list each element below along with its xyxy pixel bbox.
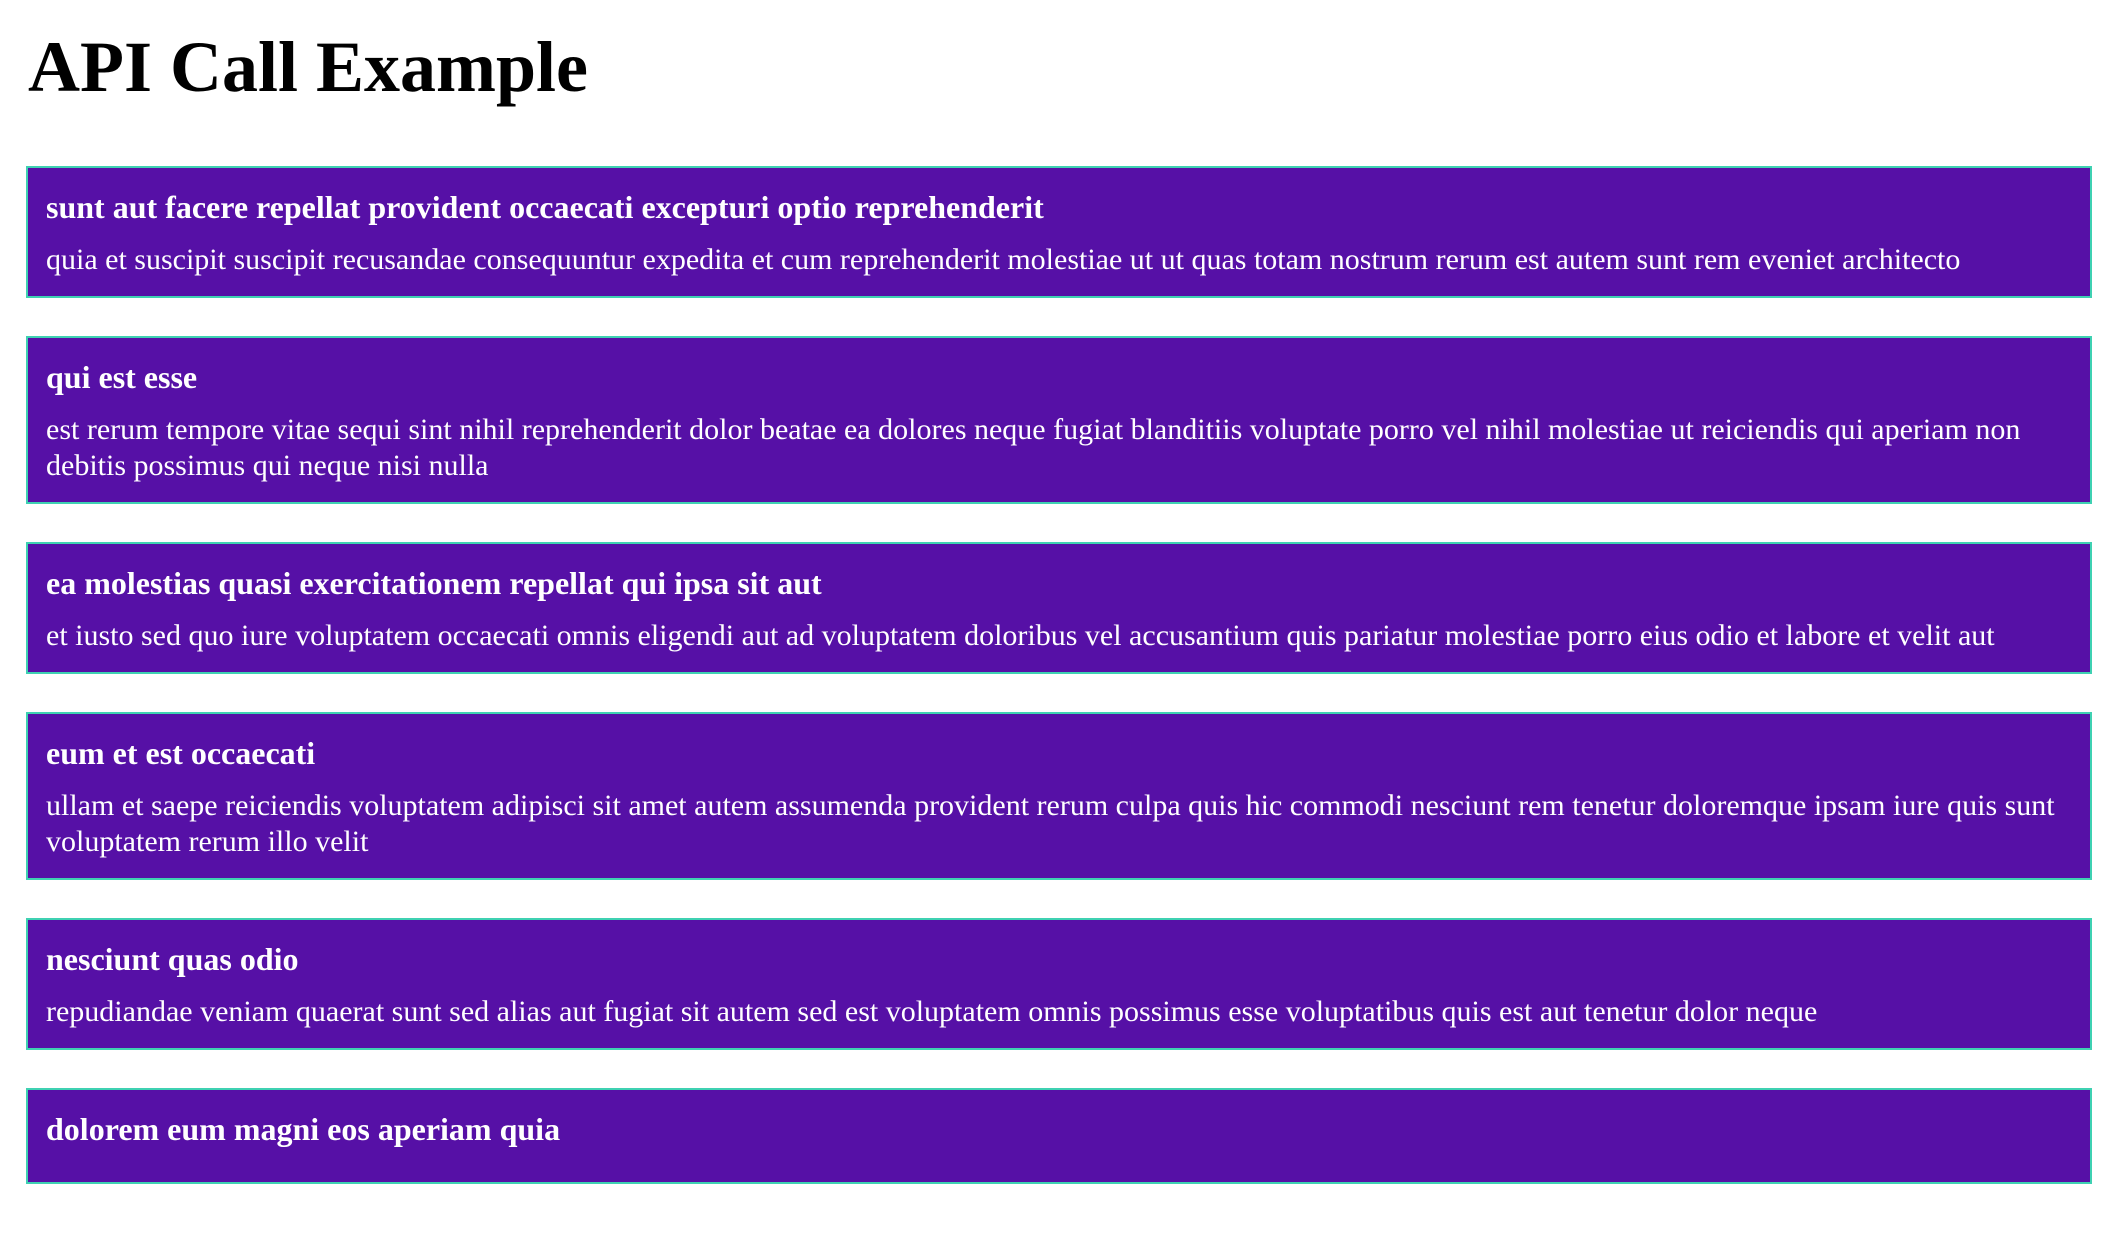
- post-title: sunt aut facere repellat provident occaecati excepturi optio reprehenderit: [46, 189, 1044, 225]
- post-body: et iusto sed quo iure voluptatem occaecati omnis eligendi aut ad voluptatem doloribus vel accusantium quis pariatur molestiae porro eius odio et labore et velit aut: [46, 619, 1995, 652]
- post-body: est rerum tempore vitae sequi sint nihil reprehenderit dolor beatae ea dolores neque fugiat blanditiis voluptate porro vel nihil molestiae ut reiciendis qui aperiam non debitis possimus qui neque nisi nulla: [46, 413, 2021, 482]
- post-title: nesciunt quas odio: [46, 941, 299, 977]
- page-title: API Call Example: [28, 27, 589, 107]
- post-body: quia et suscipit suscipit recusandae consequuntur expedita et cum reprehenderit molestiae ut ut quas totam nostrum rerum est autem sunt rem eveniet architecto: [46, 243, 1961, 276]
- post-card: [26, 918, 2092, 1050]
- post-body: repudiandae veniam quaerat sunt sed alias aut fugiat sit autem sed est voluptatem omnis possimus esse voluptatibus quis est aut tenetur dolor neque: [46, 995, 1818, 1028]
- post-card: [26, 166, 2092, 298]
- post-title: dolorem eum magni eos aperiam quia: [46, 1111, 561, 1147]
- post-card: [26, 712, 2092, 880]
- post-card: [26, 1088, 2092, 1184]
- post-title: qui est esse: [46, 359, 198, 395]
- post-card: [26, 336, 2092, 504]
- post-body: ullam et saepe reiciendis voluptatem adipisci sit amet autem assumenda provident rerum culpa quis hic commodi nesciunt rem tenetur doloremque ipsam iure quis sunt voluptatem rerum illo velit: [46, 789, 2055, 858]
- post-title: eum et est occaecati: [46, 735, 316, 771]
- post-title: ea molestias quasi exercitationem repellat qui ipsa sit aut: [46, 565, 822, 601]
- post-card: [26, 542, 2092, 674]
